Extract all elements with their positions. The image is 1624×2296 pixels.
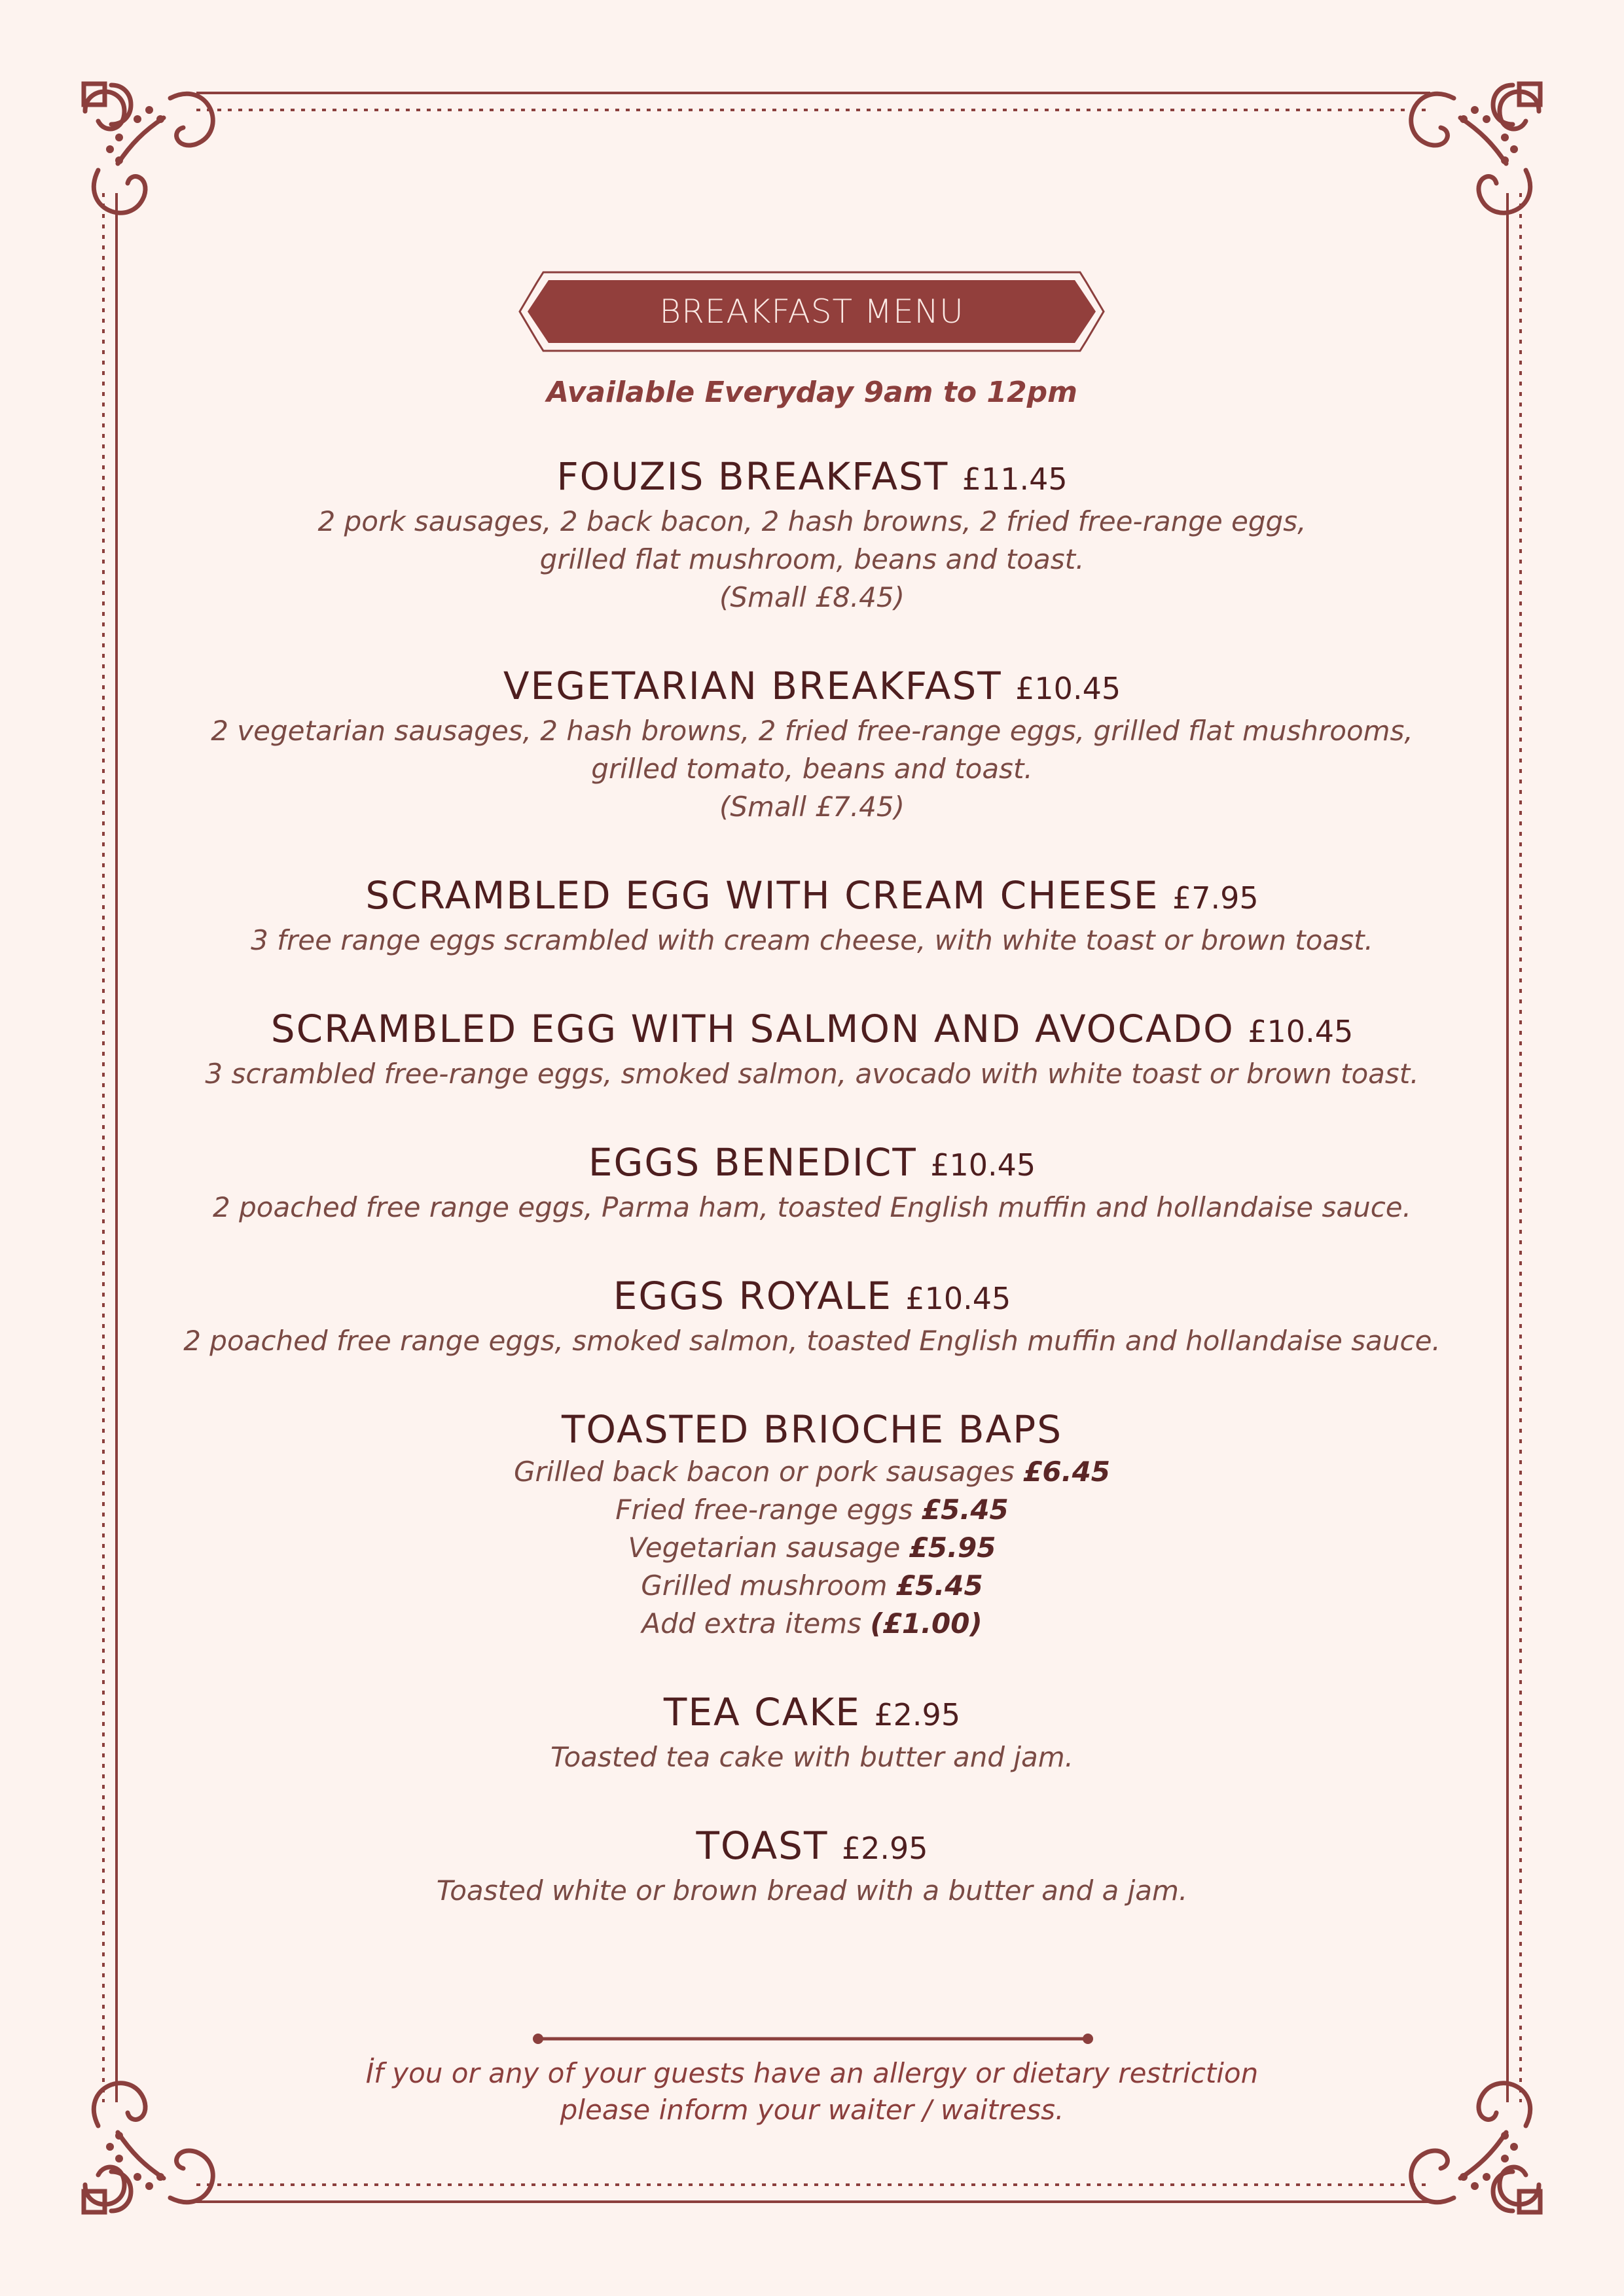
opening-hours: Available Everyday 9am to 12pm [546,376,1078,409]
item-option [0,1567,1624,1605]
footer-divider [532,2029,1094,2049]
menu-item [0,1272,1624,1360]
item-name: EGGS BENEDICT [588,1140,917,1185]
item-name: EGGS ROYALE [613,1274,892,1318]
menu-item [0,1822,1624,1910]
item-name: VEGETARIAN BREAKFAST [503,664,1002,708]
item-description: 2 pork sausages, 2 back bacon, 2 hash browns, 2 fried free-range eggs, [317,505,1307,537]
item-option [0,1491,1624,1529]
menu-item [0,453,1624,617]
item-option [0,1529,1624,1567]
item-description: grilled flat mushroom, beans and toast. [539,543,1085,575]
item-description: 2 poached free range eggs, Parma ham, toasted English muffin and hollandaise sauce. [213,1191,1411,1223]
item-name: FOUZIS BREAKFAST [556,454,949,499]
item-option [0,1605,1624,1643]
menu-item [0,1139,1624,1227]
item-small-price: (Small £7.45) [719,791,905,823]
item-description: Toasted white or brown bread with a butter and a jam. [436,1874,1188,1907]
option-price: £5.45 [921,1494,1009,1526]
item-small-price: (Small £8.45) [719,581,905,613]
option-price: £6.45 [1023,1456,1111,1488]
menu-item [0,872,1624,960]
menu-item [0,1689,1624,1776]
menu-item [0,662,1624,826]
item-description: Toasted tea cake with butter and jam. [550,1741,1074,1773]
item-name: TOAST [696,1823,829,1868]
option-price: £5.95 [909,1532,996,1564]
option-label: Vegetarian sausage [628,1532,901,1564]
menu-item [0,1005,1624,1093]
item-price: £2.95 [874,1697,961,1732]
menu-list [0,453,1624,1956]
option-label: Grilled back bacon or pork sausages [513,1456,1015,1488]
item-description: grilled tomato, beans and toast. [591,753,1033,785]
item-description: 3 scrambled free-range eggs, smoked salmon, avocado with white toast or brown toast. [205,1058,1419,1090]
item-description: 2 poached free range eggs, smoked salmon, toasted English muffin and hollandaise sauce. [183,1325,1441,1357]
option-price: £5.45 [895,1570,983,1602]
option-price: (£1.00) [870,1607,983,1640]
allergy-notice [0,2055,1624,2128]
item-description: 3 free range eggs scrambled with cream cheese, with white toast or brown toast. [251,924,1373,956]
item-price: £7.95 [1172,880,1259,916]
item-name: TOASTED BRIOCHE BAPS [561,1407,1063,1452]
item-price: £11.45 [962,461,1068,497]
item-price: £2.95 [841,1831,928,1866]
allergy-notice-line: please inform your waiter / waitress. [560,2094,1064,2126]
item-description: 2 vegetarian sausages, 2 hash browns, 2 fried free-range eggs, grilled flat mushrooms, [211,715,1413,747]
item-price: £10.45 [1015,671,1121,706]
item-price: £10.45 [930,1147,1036,1183]
option-label: Grilled mushroom [641,1570,888,1602]
option-label: Add extra items [641,1607,862,1640]
item-price: £10.45 [905,1281,1011,1316]
allergy-notice-line: İf you or any of your guests have an allergy or dietary restriction [365,2057,1259,2089]
header-banner [517,270,1106,353]
item-name: SCRAMBLED EGG WITH SALMON AND AVOCADO [270,1007,1235,1051]
option-label: Fried free-range eggs [615,1494,913,1526]
item-name: SCRAMBLED EGG WITH CREAM CHEESE [365,873,1159,918]
item-price: £10.45 [1248,1014,1354,1049]
item-option [0,1453,1624,1491]
menu-title: BREAKFAST MENU [659,293,964,331]
item-name: TEA CAKE [663,1690,861,1734]
menu-item [0,1406,1624,1643]
